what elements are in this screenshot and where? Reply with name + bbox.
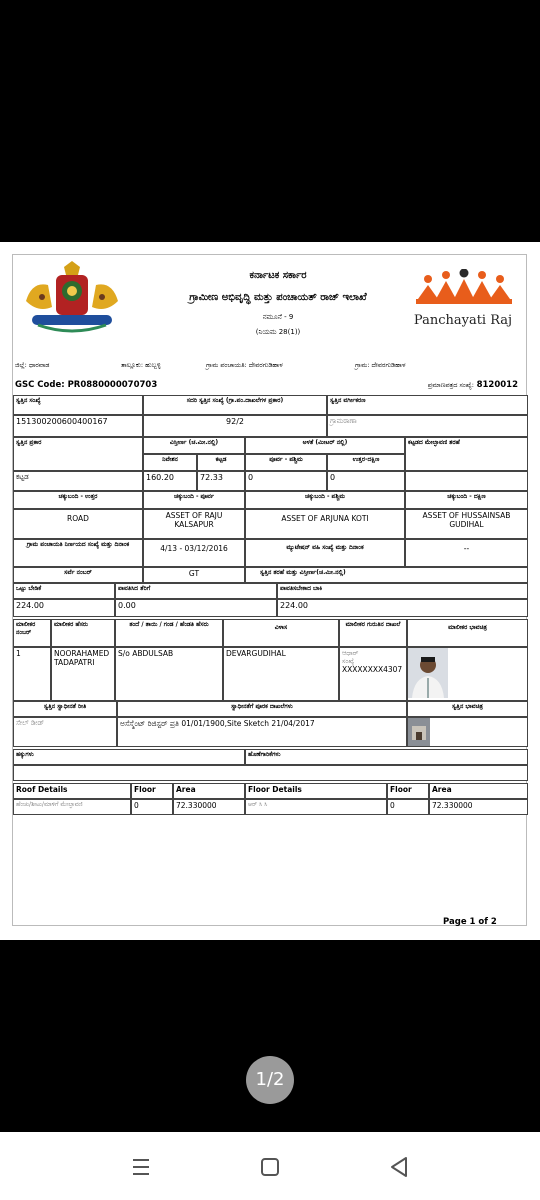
- owner-id: [339, 647, 407, 701]
- east-value: ASSET OF RAJU KALSAPUR: [143, 509, 245, 539]
- h-balance: ಪಾವತಿಸಬೇಕಾದ ಬಾಕಿ: [277, 583, 528, 599]
- certificate-value: 8120012: [476, 380, 518, 390]
- sadara-value: 92/2: [143, 415, 327, 437]
- h-roof-area: Area: [173, 783, 245, 799]
- balance-value: 224.00: [277, 599, 528, 617]
- h-sadara: ಸದರಿ ಸ್ವತ್ತಿನ ಸಂಖ್ಯೆ (ಗ್ರಾ.ಪಂ.ದಾಖಲೆಗಳ ಪ್ರಕಾರ): [143, 395, 327, 415]
- page-number: Page 1 of 2: [443, 917, 497, 927]
- resolution-value: 4/13 - 03/12/2016: [143, 539, 245, 567]
- people-logo-icon: [408, 269, 518, 313]
- h-paid: ಪಾವತಿಸಿದ ತೆರಿಗೆ: [115, 583, 277, 599]
- owner-photo: [408, 648, 448, 698]
- building-value: 72.33: [197, 471, 245, 491]
- h-roof-details: Roof Details: [13, 783, 131, 799]
- class-value: ಗ್ರಾಮಠಾಣಾ: [327, 415, 528, 437]
- floor-area: 72.330000: [429, 799, 528, 815]
- h-east-west: ಪೂರ್ವ - ಪಶ್ಚಿಮ: [245, 454, 327, 471]
- owner-id-type: ಆಧಾರ್ ಸಂಖ್ಯೆ: [342, 649, 359, 666]
- h-acq-docs: ಸ್ವಾಧೀನತೆಗೆ ಪೂರಕ ದಾಖಲೆಗಳು: [117, 701, 407, 717]
- total-value: 224.00: [13, 599, 115, 617]
- h-resolution: ಗ್ರಾಮ ಪಂಚಾಯತಿ ನಿರ್ಣಯದ ಸಂಖ್ಯೆ ಮತ್ತು ದಿನಾಂಕ: [13, 539, 143, 567]
- south-value: ASSET OF HUSSAINSAB GUDIHAL: [405, 509, 528, 539]
- h-prop-no: ಸ್ವತ್ತಿನ ಸಂಖ್ಯೆ: [13, 395, 143, 415]
- h-class: ಸ್ವತ್ತಿನ ವರ್ಗೀಕರಣ: [327, 395, 528, 415]
- roof-type: ಹೆಂಚು/ಶೀಟು/ಮಾಳಿಗೆ ಮೇಲ್ಛಾವಣಿ: [13, 799, 131, 815]
- menu-icon[interactable]: [126, 1152, 156, 1182]
- h-area: ವಿಸ್ತೀರ್ಣ (ಚ.ಮೀ.ನಲ್ಲಿ): [143, 437, 245, 454]
- h-owner-no: ಮಾಲೀಕರ ನಂಬರ್: [13, 619, 51, 647]
- header-department: ಗ್ರಾಮೀಣ ಅಭಿವೃದ್ಧಿ ಮತ್ತು ಪಂಚಾಯತ್ ರಾಜ್ ಇಲಾಖೆ: [189, 292, 367, 303]
- h-south: ಚಕ್ಕುಬಂದಿ - ದಕ್ಷಿಣ: [405, 491, 528, 509]
- owner-no: 1: [13, 647, 51, 701]
- h-building-type: ಕಟ್ಟಡದ ಮೇಲ್ಛಾವಣಿ ತರಹೆ: [405, 437, 528, 471]
- paid-value: 0.00: [115, 599, 277, 617]
- h-owner-name: ಮಾಲೀಕರ ಹೆಸರು: [51, 619, 115, 647]
- h-north: ಚಕ್ಕುಬಂದಿ - ಉತ್ತರ: [13, 491, 143, 509]
- acq-method: ಸೇಲ್ ಡೀಡ್: [13, 717, 117, 747]
- logo-text: Panchayati Raj: [413, 313, 513, 328]
- h-building: ಕಟ್ಟಡ: [197, 454, 245, 471]
- h-rights: ಹಕ್ಕುಗಳು: [13, 749, 245, 765]
- h-roof-floor: Floor: [131, 783, 173, 799]
- header-rule: (ನಿಯಮ 28(1)): [255, 328, 301, 336]
- prop-no: 151300200600400167: [13, 415, 143, 437]
- h-dims: ಅಳತೆ (ಮೀಟರ್ ನಲ್ಲಿ): [245, 437, 405, 454]
- viewer-bottom-area: [0, 940, 540, 1132]
- h-floor-floor: Floor: [387, 783, 429, 799]
- karnataka-emblem-icon: [18, 261, 126, 337]
- panchayati-raj-logo: [408, 269, 518, 339]
- back-icon[interactable]: [384, 1152, 414, 1182]
- h-owner-photo: ಮಾಲೀಕರ ಭಾವಚಿತ್ರ: [407, 619, 528, 647]
- site-value: 160.20: [143, 471, 197, 491]
- acq-docs: ಅಸೆಸ್ಮೆಂಟ್ ರಿಜಿಸ್ಟರ್ ಪ್ರತಿ 01/01/1900,Site Sketch 21/04/2017: [117, 717, 407, 747]
- certificate-frame: [12, 254, 527, 926]
- h-owner-id: ಮಾಲೀಕರ ಗುರುತಿನ ದಾಖಲೆ: [339, 619, 407, 647]
- survey-value: GT: [143, 567, 245, 583]
- certificate-label: ಪ್ರಮಾಣಪತ್ರದ ಸಂಖ್ಯೆ:: [427, 381, 474, 389]
- h-owner-address: ವಿಳಾಸ: [223, 619, 339, 647]
- h-site: ನಿವೇಶನ: [143, 454, 197, 471]
- building-type-value: [405, 471, 528, 491]
- roof-area: 72.330000: [173, 799, 245, 815]
- h-liabilities: ಹೊಣೆಗಾರಿಕೆಗಳು: [245, 749, 528, 765]
- property-photo: [408, 718, 430, 746]
- ns-value: 0: [327, 471, 405, 491]
- h-floor-area: Area: [429, 783, 528, 799]
- document-page[interactable]: [0, 242, 540, 940]
- roof-floor: 0: [131, 799, 173, 815]
- north-value: ROAD: [13, 509, 143, 539]
- owner-photo-cell: [407, 647, 528, 701]
- meta-gram-panchayat: ಗ್ರಾಮ ಪಂಚಾಯತಿ: ದೇವರಗುಡಿಹಾಳ: [206, 361, 283, 369]
- west-value: ASSET OF ARJUNA KOTI: [245, 509, 405, 539]
- meta-village: ಗ್ರಾಮ: ದೇವರಗುಡಿಹಾಳ: [355, 361, 406, 369]
- certificate-number: [428, 380, 518, 390]
- owner-address: DEVARGUDIHAL: [223, 647, 339, 701]
- meta-district: ಜಿಲ್ಲೆ: ಧಾರವಾಡ: [15, 361, 50, 369]
- floor-details: ಆರ್ ಸಿ ಸಿ: [245, 799, 387, 815]
- h-prop-photo: ಸ್ವತ್ತಿನ ಭಾವಚಿತ್ರ: [407, 701, 528, 717]
- rights-liabilities-values: [13, 765, 528, 781]
- owner-name: NOORAHAMED TADAPATRI: [51, 647, 115, 701]
- h-detail: ಸ್ವತ್ತಿನ ತರಹೆ ಮತ್ತು ವಿಸ್ತೀರ್ಣ(ಚ.ಮೀ.ನಲ್ಲಿ): [245, 567, 528, 583]
- floor-floor: 0: [387, 799, 429, 815]
- h-east: ಚಕ್ಕುಬಂದಿ - ಪೂರ್ವ: [143, 491, 245, 509]
- h-acq-method: ಸ್ವತ್ತಿನ ಸ್ವಾಧೀನತೆ ರೀತಿ: [13, 701, 117, 717]
- prop-photo-cell: [407, 717, 528, 747]
- owner-father: S/o ABDULSAB: [115, 647, 223, 701]
- owner-id-number: XXXXXXXX4307: [342, 665, 403, 675]
- mutation-value: --: [405, 539, 528, 567]
- gsc-code: GSC Code: PR0880000070703: [15, 380, 158, 390]
- meta-taluk: ತಾಲ್ಲೂಕು: ಹುಬ್ಬಳ್ಳಿ: [121, 361, 161, 369]
- header-government: ಕರ್ನಾಟಕ ಸರ್ಕಾರ: [249, 270, 307, 281]
- h-north-south: ಉತ್ತರ-ದಕ್ಷಿಣ: [327, 454, 405, 471]
- h-west: ಚಕ್ಕುಬಂದಿ - ಪಶ್ಚಿಮ: [245, 491, 405, 509]
- h-mutation: ಮ್ಯುಟೇಷನ್ ವಹಿ ಸಂಖ್ಯೆ ಮತ್ತು ದಿನಾಂಕ: [245, 539, 405, 567]
- type-value: ಕಟ್ಟಡ: [13, 471, 143, 491]
- h-total-demand: ಒಟ್ಟು ಬೇಡಿಕೆ: [13, 583, 115, 599]
- h-floor-details: Floor Details: [245, 783, 387, 799]
- h-survey: ಸರ್ವೆ ನಂಬರ್: [13, 567, 143, 583]
- h-owner-father: ತಂದೆ / ತಾಯಿ / ಗಂಡ / ಹೆಂಡತಿ ಹೆಸರು: [115, 619, 223, 647]
- h-type: ಸ್ವತ್ತಿನ ಪ್ರಕಾರ: [13, 437, 143, 471]
- android-nav-bar: [0, 1132, 540, 1200]
- viewer-top-bar: [0, 0, 540, 242]
- page-indicator[interactable]: 1/2: [246, 1056, 294, 1104]
- home-icon[interactable]: [255, 1152, 285, 1182]
- header-form-no: ನಮೂನೆ - 9: [262, 313, 294, 321]
- ew-value: 0: [245, 471, 327, 491]
